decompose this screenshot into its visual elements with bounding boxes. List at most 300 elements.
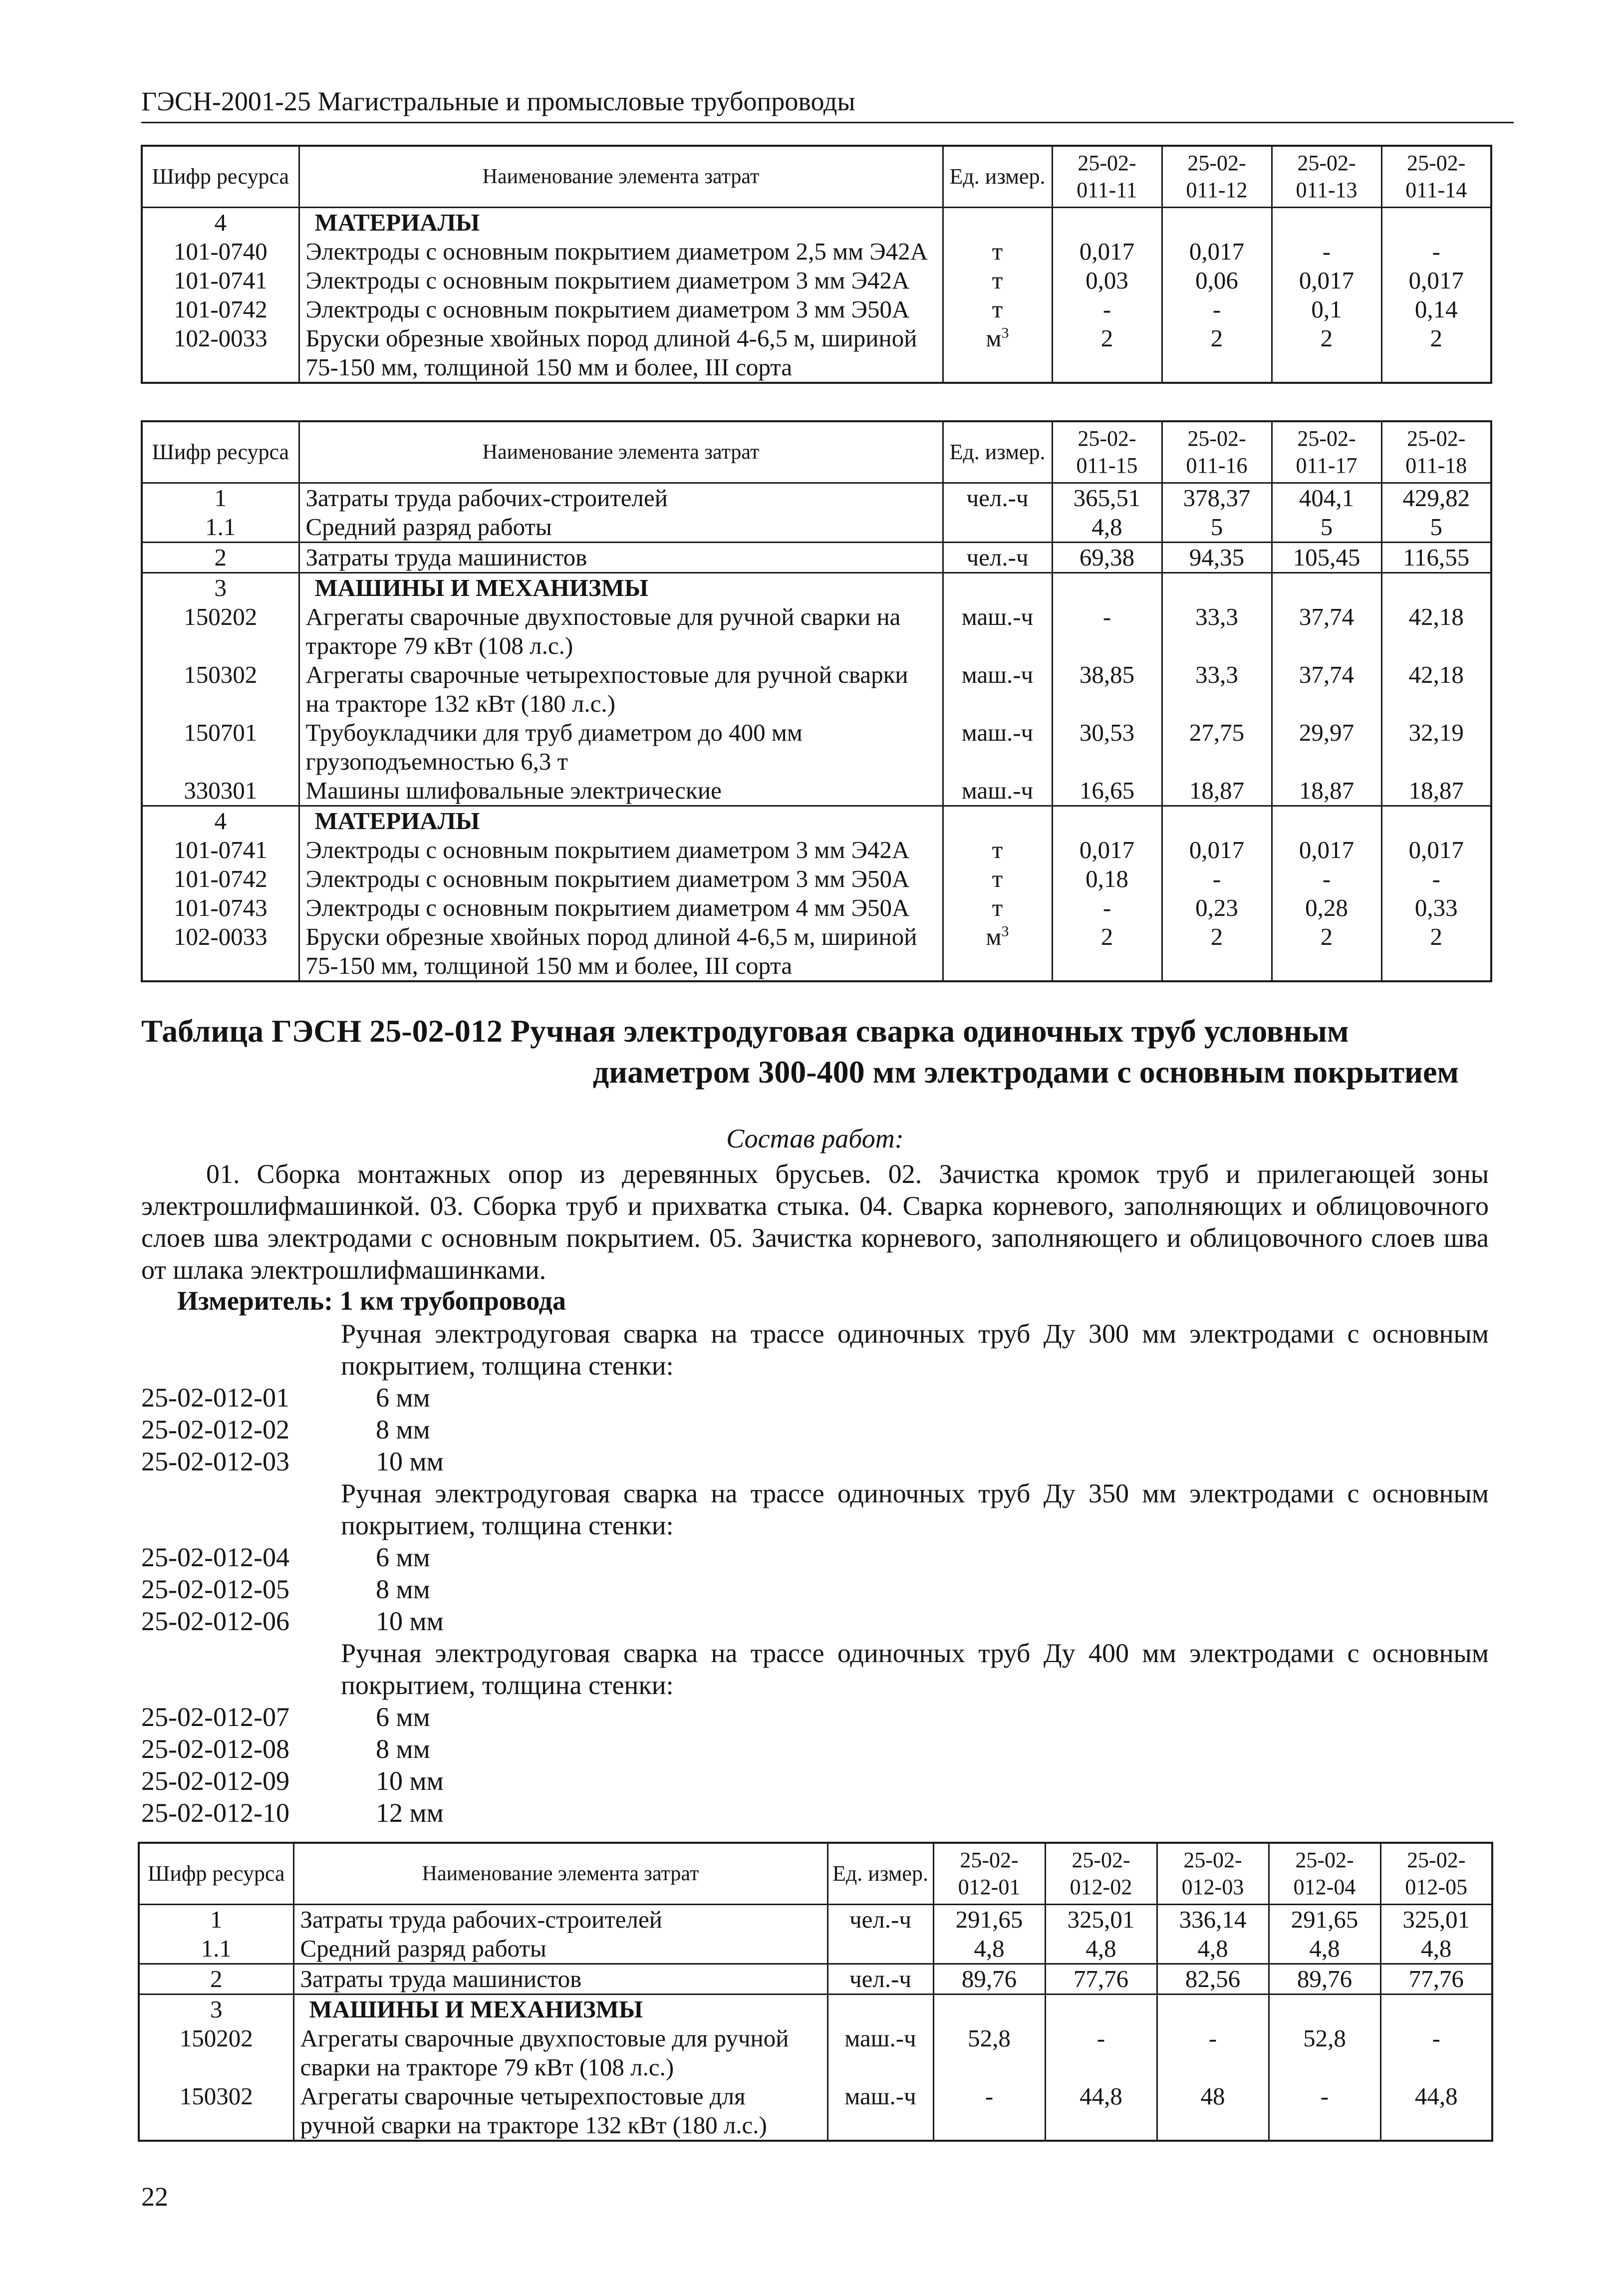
resource-code: 1.1 — [139, 1934, 293, 1964]
norm-code-part: 25-02- — [1407, 151, 1466, 175]
norm-value — [1162, 806, 1272, 836]
variant-item — [141, 1701, 1489, 1733]
norm-value: - — [1381, 864, 1491, 893]
resource-code: 150302 — [139, 2082, 293, 2141]
resource-unit: т — [943, 864, 1052, 893]
variant-code: 25-02-012-01 — [141, 1383, 289, 1413]
column-header-norm-code — [1269, 1843, 1380, 1905]
norm-value: - — [1380, 2024, 1492, 2082]
resource-unit: маш.-ч — [943, 602, 1052, 660]
variant-code: 25-02-012-09 — [141, 1766, 289, 1796]
resource-unit: т — [943, 266, 1052, 295]
table-row — [142, 543, 1491, 573]
resource-name: Затраты труда машинистов — [293, 1964, 827, 1995]
resource-unit: $м^3$ — [943, 922, 1052, 981]
norm-value — [1045, 1995, 1157, 2024]
table-row — [142, 806, 1491, 836]
norm-value: 4,8 — [933, 1934, 1045, 1964]
norm-code-part: 011-18 — [1405, 453, 1467, 478]
norm-value: 94,35 — [1162, 543, 1272, 573]
norm-value — [1272, 806, 1381, 836]
table-title-line-2: диаметром 300-400 мм электродами с основным покрытием — [592, 1054, 1459, 1090]
table-row — [142, 922, 1491, 981]
table-row — [139, 1905, 1492, 1935]
variant-code: 25-02-012-03 — [141, 1446, 289, 1476]
norm-value: 0,23 — [1162, 893, 1272, 922]
variant-value: 6 мм — [376, 1542, 430, 1572]
norm-value — [1162, 573, 1272, 603]
variant-value: 8 мм — [376, 1574, 430, 1604]
resource-name: Электроды с основным покрытием диаметром 3 мм Э42А — [299, 836, 943, 864]
unit-superscript: 3 — [1001, 923, 1009, 940]
resource-name: Затраты труда машинистов — [299, 543, 943, 573]
column-header-norm-code — [1052, 146, 1162, 208]
norm-value — [933, 1995, 1045, 2024]
column-header-norm-code — [1162, 146, 1272, 208]
norm-value: 365,51 — [1052, 483, 1162, 513]
table-row — [142, 864, 1491, 893]
variant-code: 25-02-012-06 — [141, 1606, 289, 1636]
variant-group-description: Ручная электродуговая сварка на трассе одиночных труб Ду 400 мм электродами с основным покрытием, толщина стенки: — [341, 1638, 1489, 1700]
variant-code: 25-02-012-04 — [141, 1542, 289, 1572]
resource-name: Машины шлифовальные электрические — [299, 776, 943, 806]
norm-value: 325,01 — [1045, 1905, 1157, 1935]
resource-unit — [827, 1995, 933, 2024]
norm-value — [1052, 806, 1162, 836]
column-header-name: Наименование элемента затрат — [299, 421, 943, 483]
norm-value: 52,8 — [933, 2024, 1045, 2082]
variant-item — [141, 1445, 1489, 1477]
norm-value: - — [1272, 237, 1381, 266]
norm-value: 89,76 — [933, 1964, 1045, 1995]
norm-value: 2 — [1381, 922, 1491, 981]
unit-superscript: 3 — [1001, 324, 1009, 341]
norm-value: - — [1052, 602, 1162, 660]
resource-code: 330301 — [142, 776, 299, 806]
resource-code: 1 — [139, 1905, 293, 1935]
table-row — [142, 483, 1491, 513]
resource-unit: т — [943, 836, 1052, 864]
norm-value: 0,33 — [1381, 893, 1491, 922]
resource-code: 101-0742 — [142, 864, 299, 893]
resource-unit: маш.-ч — [943, 776, 1052, 806]
resource-unit: маш.-ч — [827, 2082, 933, 2141]
resource-code: 102-0033 — [142, 922, 299, 981]
column-header-norm-code — [933, 1843, 1045, 1905]
norm-code-part: 25-02- — [1187, 426, 1246, 451]
norm-value: 77,76 — [1380, 1964, 1492, 1995]
norm-value: 2 — [1162, 324, 1272, 383]
resource-code: 1.1 — [142, 513, 299, 543]
table-row — [139, 1995, 1492, 2024]
variant-code: 25-02-012-08 — [141, 1734, 289, 1764]
norm-value: 404,1 — [1272, 483, 1381, 513]
variant-value: 10 мм — [376, 1606, 444, 1636]
resource-code: 3 — [139, 1995, 293, 2024]
resource-name: Средний разряд работы — [293, 1934, 827, 1964]
norm-value: 37,74 — [1272, 660, 1381, 718]
variant-code: 25-02-012-10 — [141, 1798, 289, 1828]
column-header-unit: Ед. измер. — [827, 1843, 933, 1905]
resource-code: 101-0741 — [142, 266, 299, 295]
norm-value: 2 — [1052, 324, 1162, 383]
norm-code-part: 011-13 — [1296, 178, 1357, 202]
column-header-norm-code — [1381, 421, 1491, 483]
norm-code-part: 011-15 — [1076, 453, 1138, 478]
norm-value — [1269, 1995, 1380, 2024]
norm-value: 29,97 — [1272, 718, 1381, 776]
column-header-code: Шифр ресурса — [142, 146, 299, 208]
norm-value: - — [1052, 295, 1162, 324]
resource-unit: чел.-ч — [827, 1964, 933, 1995]
column-header-norm-code — [1157, 1843, 1269, 1905]
norm-value: 2 — [1162, 922, 1272, 981]
variant-value: 10 мм — [376, 1446, 444, 1476]
resource-name: Средний разряд работы — [299, 513, 943, 543]
resource-code: 4 — [142, 806, 299, 836]
table-row — [142, 718, 1491, 776]
norm-value: 0,18 — [1052, 864, 1162, 893]
norm-value: - — [1381, 237, 1491, 266]
table-row — [139, 1934, 1492, 1964]
variant-value: 6 мм — [376, 1383, 430, 1413]
norm-code-part: 011-16 — [1186, 453, 1248, 478]
table-row — [142, 513, 1491, 543]
table-row — [142, 266, 1491, 295]
table-row — [142, 893, 1491, 922]
resource-table-011-15-18 — [141, 420, 1492, 982]
resource-name: Электроды с основным покрытием диаметром 4 мм Э50А — [299, 893, 943, 922]
resource-code: 3 — [142, 573, 299, 603]
norm-code-part: 012-03 — [1181, 1875, 1244, 1899]
variant-value: 6 мм — [376, 1702, 430, 1732]
column-header-name: Наименование элемента затрат — [299, 146, 943, 208]
norm-value: - — [1157, 2024, 1269, 2082]
measure-unit-value: 1 км трубопровода — [339, 1286, 566, 1316]
resource-name: Затраты труда рабочих-строителей — [293, 1905, 827, 1935]
norm-value: 18,87 — [1381, 776, 1491, 806]
norm-value: - — [1045, 2024, 1157, 2082]
column-header-norm-code — [1272, 421, 1381, 483]
norm-value: 5 — [1162, 513, 1272, 543]
norm-value: 27,75 — [1162, 718, 1272, 776]
running-header: ГЭСН-2001-25 Магистральные и промысловые трубопроводы — [141, 84, 1514, 123]
resource-unit: т — [943, 893, 1052, 922]
column-header-unit: Ед. измер. — [943, 421, 1052, 483]
norm-value: 0,017 — [1381, 266, 1491, 295]
work-composition-text: 01. Сборка монтажных опор из деревянных брусьев. 02. Зачистка кромок труб и прилегающей зоны электрошлифмашинкой. 03. Сборка труб и прихватка стыка. 04. Сварка корневого, заполняющих и облицовочного слоев шва электродами с основным покрытием. 05. Зачистка корневого, заполняющего и облицовочного слоев шва от шлака электрошлифмашинками. — [141, 1159, 1489, 1285]
norm-value: 105,45 — [1272, 543, 1381, 573]
resource-unit: $м^3$ — [943, 324, 1052, 383]
resource-unit — [943, 208, 1052, 238]
norm-value: 291,65 — [933, 1905, 1045, 1935]
norm-value: 0,03 — [1052, 266, 1162, 295]
norm-value: 82,56 — [1157, 1964, 1269, 1995]
norm-value: 16,65 — [1052, 776, 1162, 806]
resource-unit: маш.-ч — [943, 660, 1052, 718]
norm-value: 42,18 — [1381, 660, 1491, 718]
norm-value: 325,01 — [1380, 1905, 1492, 1935]
resource-table-011-11-14 — [141, 145, 1492, 384]
norm-code-part: 25-02- — [1407, 1848, 1466, 1872]
resource-code: 2 — [139, 1964, 293, 1995]
norm-code-part: 011-11 — [1077, 178, 1137, 202]
column-header-norm-code — [1045, 1843, 1157, 1905]
norm-value: 0,14 — [1381, 295, 1491, 324]
resource-code: 102-0033 — [142, 324, 299, 383]
norm-value — [1381, 806, 1491, 836]
table-row — [142, 237, 1491, 266]
norm-value: 69,38 — [1052, 543, 1162, 573]
variant-value: 8 мм — [376, 1734, 430, 1764]
norm-code-part: 011-12 — [1186, 178, 1248, 202]
norm-value: 291,65 — [1269, 1905, 1380, 1935]
norm-value: - — [933, 2082, 1045, 2141]
norm-variants-list — [141, 1318, 1489, 1829]
norm-value — [1381, 573, 1491, 603]
resource-name: Электроды с основным покрытием диаметром 3 мм Э42А — [299, 266, 943, 295]
norm-value: 4,8 — [1045, 1934, 1157, 1964]
norm-value — [1052, 573, 1162, 603]
norm-value: 32,19 — [1381, 718, 1491, 776]
norm-value — [1380, 1995, 1492, 2024]
variant-code: 25-02-012-05 — [141, 1574, 289, 1604]
column-header-code: Шифр ресурса — [139, 1843, 293, 1905]
resource-code: 150701 — [142, 718, 299, 776]
resource-name: Агрегаты сварочные четырехпостовые для ручной сварки на тракторе 132 кВт (180 л.с.) — [293, 2082, 827, 2141]
norm-code-part: 012-04 — [1293, 1875, 1356, 1899]
variant-item — [141, 1382, 1489, 1414]
resource-unit: маш.-ч — [943, 718, 1052, 776]
resource-code: 4 — [142, 208, 299, 238]
variant-item — [141, 1605, 1489, 1637]
variant-value: 10 мм — [376, 1766, 444, 1796]
table-header-row — [139, 1843, 1492, 1905]
norm-code-part: 012-05 — [1405, 1875, 1468, 1899]
resource-unit — [827, 1934, 933, 1964]
resource-code: 150202 — [139, 2024, 293, 2082]
resource-table-012-01-05 — [138, 1842, 1493, 2142]
norm-value: 4,8 — [1380, 1934, 1492, 1964]
norm-value: 42,18 — [1381, 602, 1491, 660]
norm-value: 0,017 — [1272, 836, 1381, 864]
norm-value: 18,87 — [1162, 776, 1272, 806]
resource-name: Электроды с основным покрытием диаметром 2,5 мм Э42А — [299, 237, 943, 266]
norm-value: 33,3 — [1162, 660, 1272, 718]
resource-name: Бруски обрезные хвойных пород длиной 4-6,5 м, шириной 75-150 мм, толщиной 150 мм и более, III сорта — [299, 324, 943, 383]
norm-code-part: 25-02- — [1078, 426, 1136, 451]
table-row — [142, 324, 1491, 383]
variant-item — [141, 1733, 1489, 1765]
column-header-norm-code — [1381, 146, 1491, 208]
resource-code: 101-0740 — [142, 237, 299, 266]
resource-name: МАШИНЫ И МЕХАНИЗМЫ — [293, 1995, 827, 2024]
norm-value: 44,8 — [1380, 2082, 1492, 2141]
resource-name: Затраты труда рабочих-строителей — [299, 483, 943, 513]
resource-unit — [943, 806, 1052, 836]
norm-code-part: 25-02- — [1183, 1848, 1242, 1872]
variant-group — [141, 1318, 1489, 1477]
table-row — [139, 1964, 1492, 1995]
variant-group — [141, 1637, 1489, 1829]
variant-value: 12 мм — [376, 1798, 444, 1828]
norm-code-part: 012-02 — [1070, 1875, 1132, 1899]
norm-value: 429,82 — [1381, 483, 1491, 513]
resource-name: МАТЕРИАЛЫ — [299, 806, 943, 836]
resource-code: 150202 — [142, 602, 299, 660]
norm-value: 4,8 — [1269, 1934, 1380, 1964]
table-header-row — [142, 146, 1491, 208]
norm-value: 38,85 — [1052, 660, 1162, 718]
table-row — [142, 295, 1491, 324]
norm-code-part: 011-17 — [1296, 453, 1357, 478]
norm-value — [1272, 208, 1381, 238]
norm-value: 0,1 — [1272, 295, 1381, 324]
norm-value: - — [1162, 864, 1272, 893]
norm-value: 0,017 — [1052, 836, 1162, 864]
norm-value: 336,14 — [1157, 1905, 1269, 1935]
variant-item — [141, 1797, 1489, 1829]
norm-value: 5 — [1381, 513, 1491, 543]
resource-unit: чел.-ч — [943, 483, 1052, 513]
norm-value: 30,53 — [1052, 718, 1162, 776]
resource-code: 2 — [142, 543, 299, 573]
table-header-row — [142, 421, 1491, 483]
work-composition-heading: Состав работ: — [726, 1124, 904, 1153]
norm-value: 52,8 — [1269, 2024, 1380, 2082]
norm-code-part: 25-02- — [1078, 151, 1136, 175]
norm-value: 48 — [1157, 2082, 1269, 2141]
norm-code-part: 011-14 — [1405, 178, 1467, 202]
resource-unit — [943, 573, 1052, 603]
resource-unit: чел.-ч — [827, 1905, 933, 1935]
resource-name: Агрегаты сварочные четырехпостовые для ручной сварки на тракторе 132 кВт (180 л.с.) — [299, 660, 943, 718]
norm-value: - — [1162, 295, 1272, 324]
resource-unit — [943, 513, 1052, 543]
norm-value — [1272, 573, 1381, 603]
measure-unit-label: Измеритель: — [177, 1286, 333, 1316]
table-row — [142, 208, 1491, 238]
norm-code-part: 25-02- — [1297, 426, 1356, 451]
norm-value — [1381, 208, 1491, 238]
norm-value: 44,8 — [1045, 2082, 1157, 2141]
resource-code: 101-0742 — [142, 295, 299, 324]
norm-value — [1162, 208, 1272, 238]
norm-value: - — [1052, 893, 1162, 922]
resource-name: Бруски обрезные хвойных пород длиной 4-6,5 м, шириной 75-150 мм, толщиной 150 мм и более, III сорта — [299, 922, 943, 981]
variant-item — [141, 1765, 1489, 1797]
norm-value: - — [1272, 864, 1381, 893]
variant-code: 25-02-012-02 — [141, 1415, 289, 1444]
resource-name: Агрегаты сварочные двухпостовые для ручной сварки на тракторе 79 кВт (108 л.с.) — [293, 2024, 827, 2082]
measure-unit — [177, 1285, 566, 1316]
variant-group-description: Ручная электродуговая сварка на трассе одиночных труб Ду 350 мм электродами с основным покрытием, толщина стенки: — [341, 1478, 1489, 1540]
page-number: 22 — [141, 2182, 168, 2212]
norm-code-part: 25-02- — [1297, 151, 1356, 175]
column-header-name: Наименование элемента затрат — [293, 1843, 827, 1905]
variant-value: 8 мм — [376, 1415, 430, 1444]
norm-value: 0,017 — [1052, 237, 1162, 266]
norm-code-part: 25-02- — [1295, 1848, 1354, 1872]
norm-value: 2 — [1272, 922, 1381, 981]
column-header-norm-code — [1162, 421, 1272, 483]
norm-code-part: 25-02- — [960, 1848, 1019, 1872]
variant-group — [141, 1477, 1489, 1637]
norm-value: 116,55 — [1381, 543, 1491, 573]
table-title — [141, 1011, 1489, 1093]
variant-group-description: Ручная электродуговая сварка на трассе одиночных труб Ду 300 мм электродами с основным покрытием, толщина стенки: — [341, 1319, 1489, 1381]
resource-unit: чел.-ч — [943, 543, 1052, 573]
resource-name: Электроды с основным покрытием диаметром 3 мм Э50А — [299, 295, 943, 324]
resource-unit: т — [943, 237, 1052, 266]
table-row — [142, 660, 1491, 718]
table-row — [142, 602, 1491, 660]
resource-name: Трубоукладчики для труб диаметром до 400 мм грузоподъемностью 6,3 т — [299, 718, 943, 776]
column-header-norm-code — [1272, 146, 1381, 208]
norm-value — [1157, 1995, 1269, 2024]
table-row — [142, 776, 1491, 806]
column-header-norm-code — [1380, 1843, 1492, 1905]
norm-value: 89,76 — [1269, 1964, 1380, 1995]
table-row — [139, 2024, 1492, 2082]
norm-code-part: 25-02- — [1407, 426, 1466, 451]
resource-name: МАТЕРИАЛЫ — [299, 208, 943, 238]
column-header-norm-code — [1052, 421, 1162, 483]
variant-item — [141, 1541, 1489, 1573]
resource-unit: т — [943, 295, 1052, 324]
norm-value: 18,87 — [1272, 776, 1381, 806]
norm-value — [1052, 208, 1162, 238]
norm-value: 37,74 — [1272, 602, 1381, 660]
resource-code: 101-0743 — [142, 893, 299, 922]
norm-value: 0,28 — [1272, 893, 1381, 922]
table-row — [142, 836, 1491, 864]
norm-value: 378,37 — [1162, 483, 1272, 513]
norm-value: 0,017 — [1162, 836, 1272, 864]
resource-name: Электроды с основным покрытием диаметром 3 мм Э50А — [299, 864, 943, 893]
resource-code: 101-0741 — [142, 836, 299, 864]
norm-value: 2 — [1272, 324, 1381, 383]
resource-name: Агрегаты сварочные двухпостовые для ручной сварки на тракторе 79 кВт (108 л.с.) — [299, 602, 943, 660]
norm-value: 33,3 — [1162, 602, 1272, 660]
norm-code-part: 25-02- — [1187, 151, 1246, 175]
resource-unit: маш.-ч — [827, 2024, 933, 2082]
norm-value: 4,8 — [1052, 513, 1162, 543]
norm-value: 0,017 — [1162, 237, 1272, 266]
norm-code-part: 012-01 — [958, 1875, 1021, 1899]
variant-code: 25-02-012-07 — [141, 1702, 289, 1732]
resource-code: 1 — [142, 483, 299, 513]
norm-value: 0,06 — [1162, 266, 1272, 295]
resource-name: МАШИНЫ И МЕХАНИЗМЫ — [299, 573, 943, 603]
resource-code: 150302 — [142, 660, 299, 718]
variant-item — [141, 1414, 1489, 1445]
norm-value: 4,8 — [1157, 1934, 1269, 1964]
column-header-unit: Ед. измер. — [943, 146, 1052, 208]
norm-value: - — [1269, 2082, 1380, 2141]
norm-value: 5 — [1272, 513, 1381, 543]
norm-value: 77,76 — [1045, 1964, 1157, 1995]
norm-value: 2 — [1381, 324, 1491, 383]
norm-value: 2 — [1052, 922, 1162, 981]
column-header-code: Шифр ресурса — [142, 421, 299, 483]
norm-value: 0,017 — [1381, 836, 1491, 864]
table-title-line-1: Таблица ГЭСН 25-02-012 Ручная электродуговая сварка одиночных труб условным — [141, 1013, 1349, 1049]
norm-value: 0,017 — [1272, 266, 1381, 295]
table-row — [139, 2082, 1492, 2141]
table-row — [142, 573, 1491, 603]
variant-item — [141, 1573, 1489, 1605]
